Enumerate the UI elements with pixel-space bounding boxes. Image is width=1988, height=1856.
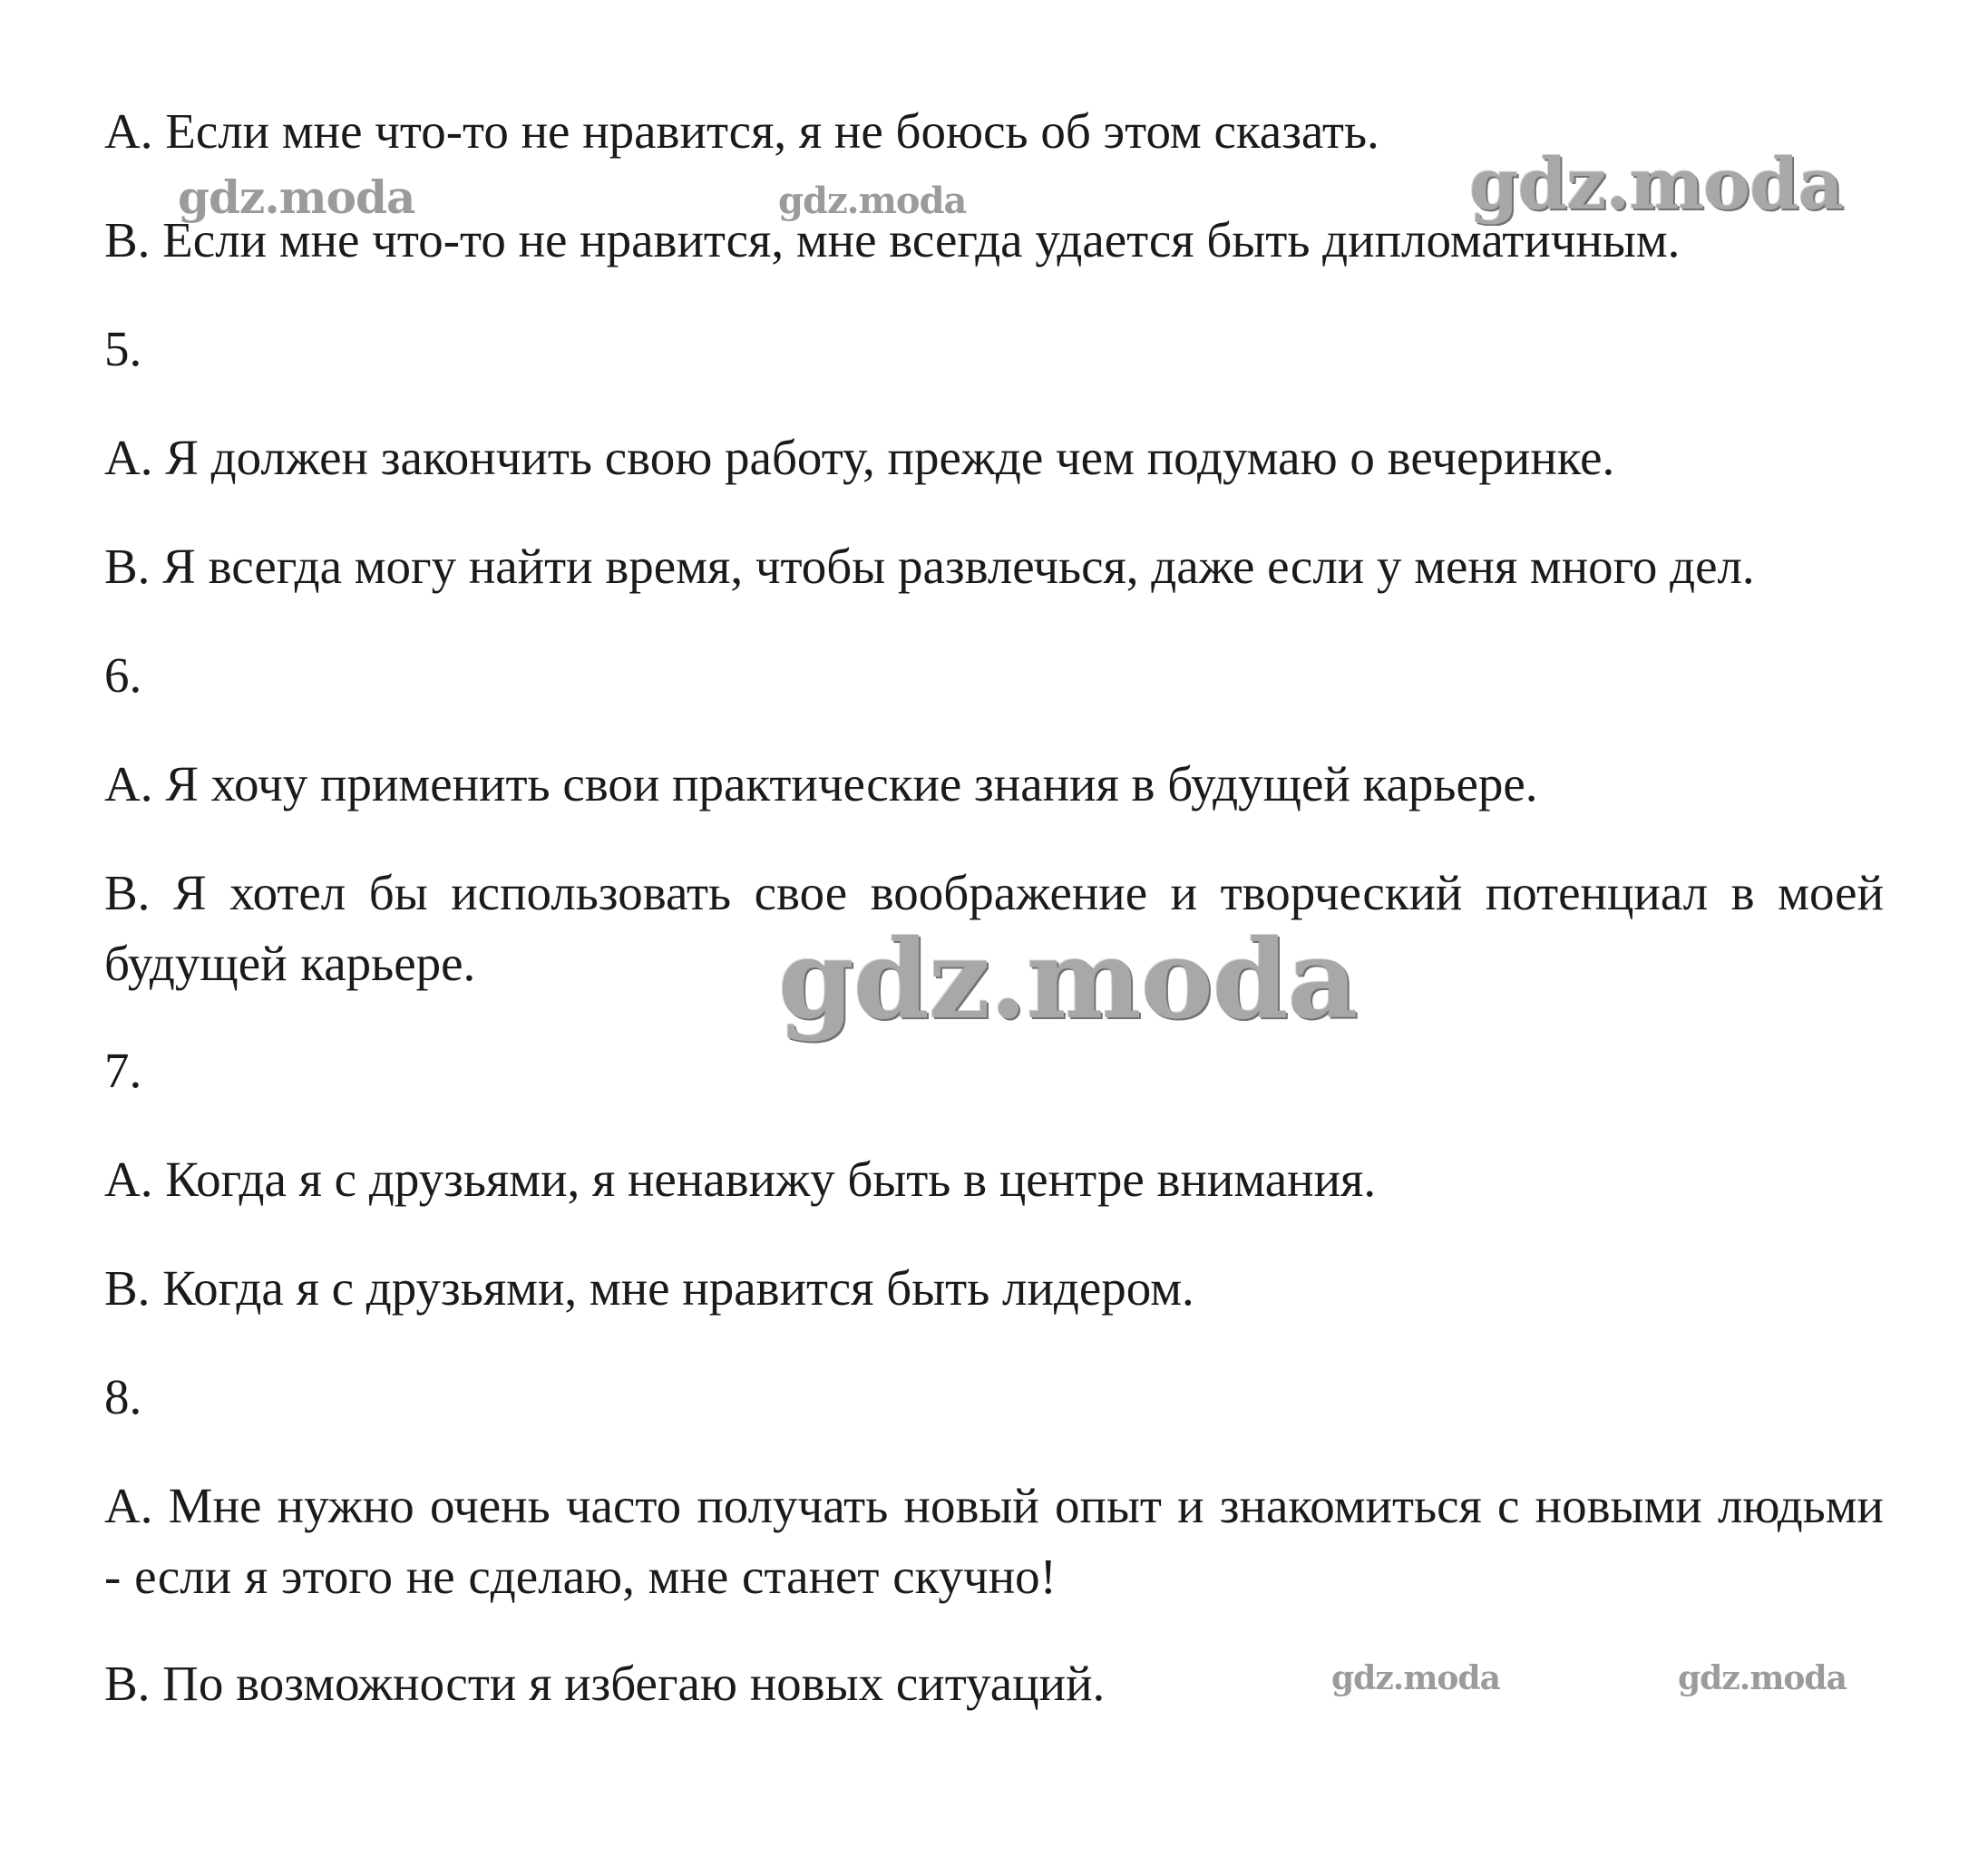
watermark: gdz.moda — [1678, 1659, 1847, 1697]
question-number-6: 6. — [104, 647, 142, 703]
statement-5a: A. Я должен закончить свою работу, прежде чем подумаю о вечеринке. — [104, 430, 1615, 485]
question-number-8: 8. — [104, 1369, 142, 1424]
statement-5b: B. Я всегда могу найти время, чтобы развлечься, даже если у меня много дел. — [104, 539, 1755, 594]
watermark: gdz.moda — [178, 170, 415, 224]
statement-8b: B. По возможности я избегаю новых ситуаций. — [104, 1656, 1106, 1711]
watermark: gdz.moda — [778, 180, 967, 222]
question-number-7: 7. — [104, 1043, 142, 1098]
statement-8a: A. Мне нужно очень часто получать новый опыт и знакомиться с новыми людьми - если я этого не сделаю, мне станет скучно! — [104, 1478, 1884, 1604]
watermark: gdz.moda — [1469, 143, 1844, 226]
statement-6b: B. Я хотел бы использовать свое воображение и творческий потенциал в моей будущей карьере. — [104, 865, 1884, 991]
watermark: gdz.moda — [778, 916, 1358, 1044]
statement-7b: B. Когда я с друзьями, мне нравится быть лидером. — [104, 1260, 1194, 1316]
statement-6a: A. Я хочу применить свои практические знания в будущей карьере. — [104, 756, 1538, 811]
statement-7a: A. Когда я с друзьями, я ненавижу быть в центре внимания. — [104, 1151, 1377, 1207]
statement-4b: B. Если мне что-то не нравится, мне всегда удается быть дипломатичным. — [104, 212, 1681, 267]
question-number-5: 5. — [104, 321, 142, 376]
watermark: gdz.moda — [1331, 1659, 1500, 1697]
statement-4a: A. Если мне что-то не нравится, я не боюсь об этом сказать. — [104, 103, 1379, 159]
